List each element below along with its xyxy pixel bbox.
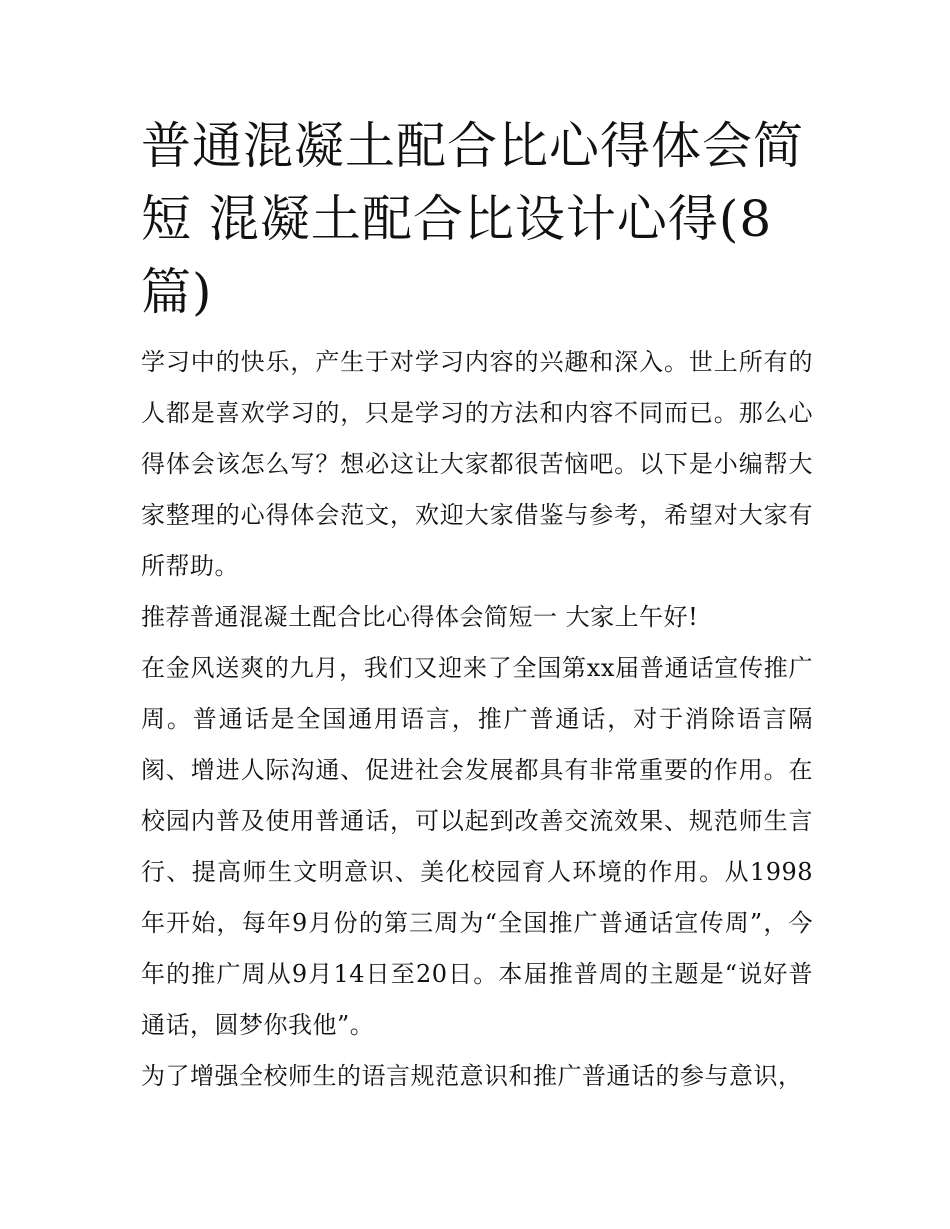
body-paragraph: 在金风送爽的九月，我们又迎来了全国第xx届普通话宣传推广周。普通话是全国通用语言，推广普通话，对于消除语言隔阂、增进人际沟通、促进社会发展都具有非常重要的作用。在校园内普及使用普通话，可以起到改善交流效果、规范师生言行、提高师生文明意识、美化校园育人环境的作用。从1998年开始，每年9月份的第三周为“全国推广普通话宣传周”，今年的推广周从9月14日至20日。本届推普周的主题是“说好普通话，圆梦你我他”。 (141, 654, 813, 1039)
document-title: 普通混凝土配合比心得体会简短 混凝土配合比设计心得(8篇) (141, 117, 804, 321)
section-heading-paragraph: 推荐普通混凝土配合比心得体会简短一 大家上午好! (141, 603, 699, 631)
body-paragraph-continued: 为了增强全校师生的语言规范意识和推广普通话的参与意识， (141, 1062, 803, 1090)
intro-paragraph: 学习中的快乐，产生于对学习内容的兴趣和深入。世上所有的人都是喜欢学习的，只是学习的方法和内容不同而已。那么心得体会该怎么写？想必这让大家都很苦恼吧。以下是小编帮大家整理的心得体会范文，欢迎大家借鉴与参考，希望对大家有所帮助。 (141, 348, 813, 580)
document-body (141, 110, 813, 1102)
